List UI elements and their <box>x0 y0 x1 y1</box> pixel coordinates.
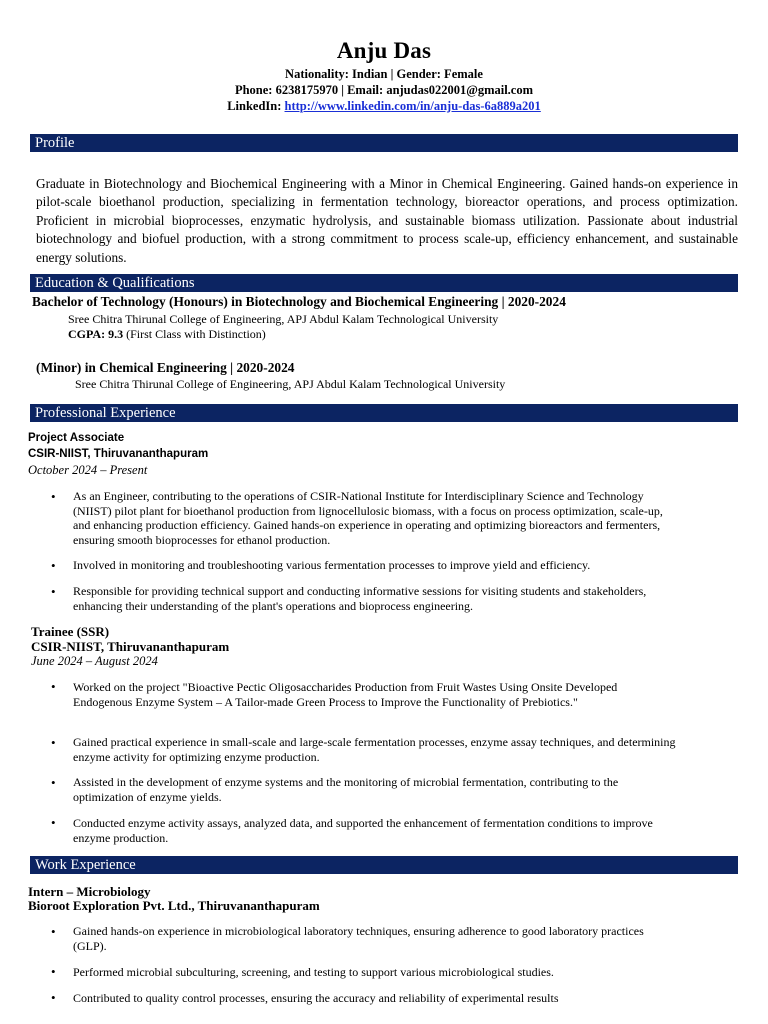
job2-bullet-2: Gained practical experience in small-scale and large-scale fermentation processes, enzyme assay techniques, and determining enzyme activity for optimizing enzyme production. <box>73 735 676 764</box>
job1-organization: CSIR-NIIST, Thiruvananthapuram <box>28 448 209 460</box>
cgpa-value: CGPA: 9.3 <box>68 327 124 341</box>
bullet-marker: • <box>51 775 56 790</box>
profile-section-heading: Profile <box>30 134 738 152</box>
job2-role: Trainee (SSR) <box>31 624 110 639</box>
degree1-title: Bachelor of Technology (Honours) in Biotechnology and Biochemical Engineering | 2020-2024 <box>32 294 566 309</box>
bullet-marker: • <box>51 558 56 573</box>
work-section-heading: Work Experience <box>30 856 738 874</box>
bullet-marker: • <box>51 735 56 750</box>
job2-dates: June 2024 – August 2024 <box>31 654 158 668</box>
job1-role: Project Associate <box>28 432 125 444</box>
education-section-heading: Education & Qualifications <box>30 274 738 292</box>
linkedin-line <box>0 99 768 114</box>
candidate-name: Anju Das <box>336 38 432 63</box>
cgpa-note: (First Class with Distinction) <box>123 327 266 341</box>
work-job1-bullet-2: Performed microbial subculturing, screening, and testing to support various microbiological studies. <box>73 965 554 979</box>
degree1-institution: Sree Chitra Thirunal College of Engineering, APJ Abdul Kalam Technological University <box>68 312 499 326</box>
job1-bullet-2: Involved in monitoring and troubleshooting various fermentation processes to improve yield and efficiency. <box>73 558 591 572</box>
linkedin-link[interactable]: http://www.linkedin.com/in/anju-das-6a889a201 <box>284 99 541 113</box>
work-job1-organization: Bioroot Exploration Pvt. Ltd., Thiruvananthapuram <box>28 898 320 913</box>
job2-bullet-3: Assisted in the development of enzyme systems and the monitoring of microbial fermentation, contributing to the optimization of enzyme yields. <box>73 775 619 804</box>
bullet-marker: • <box>51 924 56 939</box>
bullet-marker: • <box>51 584 56 599</box>
degree2-institution: Sree Chitra Thirunal College of Engineering, APJ Abdul Kalam Technological University <box>75 377 506 391</box>
work-job1-bullet-3: Contributed to quality control processes, ensuring the accuracy and reliability of experimental results <box>73 991 559 1005</box>
job2-bullet-4: Conducted enzyme activity assays, analyzed data, and supported the enhancement of fermentation conditions to improve enzyme production. <box>73 816 653 845</box>
bullet-marker: • <box>51 489 56 504</box>
job1-dates: October 2024 – Present <box>28 463 148 477</box>
work-job1-role: Intern – Microbiology <box>28 884 151 899</box>
work-job1-bullet-1: Gained hands-on experience in microbiological laboratory techniques, ensuring adherence to good laboratory practices (GLP). <box>73 924 644 953</box>
professional-section-heading: Professional Experience <box>30 404 738 422</box>
bullet-marker: • <box>51 964 56 979</box>
nationality-gender-line: Nationality: Indian | Gender: Female <box>285 67 483 81</box>
job2-organization: CSIR-NIIST, Thiruvananthapuram <box>31 639 230 654</box>
bullet-marker: • <box>51 679 56 694</box>
job1-bullet-1: As an Engineer, contributing to the operations of CSIR-National Institute for Interdisciplinary Science and Technology (NIIST) pilot plant for bioethanol production from lignocellulosic biomass, with a focus on process optimization, scale-up, and enhancing production efficiency. Gained hands-on experience in operating and optimizing bioreactors and fermenters, ensuring smooth bioprocesses for ethanol production. <box>73 489 663 547</box>
job2-bullet-1: Worked on the project "Bioactive Pectic Oligosaccharides Production from Fruit Wastes Using Onsite Developed Endogenous Enzyme System – A Tailor-made Green Process to Improve the Functionality of Prebiotics." <box>73 680 618 709</box>
profile-summary: Graduate in Biotechnology and Biochemical Engineering with a Minor in Chemical Engineering. Gained hands-on experience in pilot-scale bioethanol production, specializing in fermentation technology, bioreactor operations, and process optimization. Proficient in microbial bioprocesses, enzymatic hydrolysis, and sustainable biomass utilization. Passionate about industrial biotechnology and biofuel production, with a strong commitment to process scale-up, efficiency enhancement, and sustainable energy solutions. <box>36 176 738 265</box>
degree2-title: (Minor) in Chemical Engineering | 2020-2024 <box>36 360 295 375</box>
linkedin-label: LinkedIn: <box>227 99 282 113</box>
job1-bullet-3: Responsible for providing technical support and conducting informative sessions for visiting students and stakeholders, enhancing their understanding of the plant's operations and bioprocess engineering. <box>73 584 647 613</box>
phone-email-line: Phone: 6238175970 | Email: anjudas022001@gmail.com <box>234 83 534 97</box>
bullet-marker: • <box>51 990 56 1005</box>
bullet-marker: • <box>51 815 56 830</box>
degree1-cgpa <box>68 327 266 342</box>
